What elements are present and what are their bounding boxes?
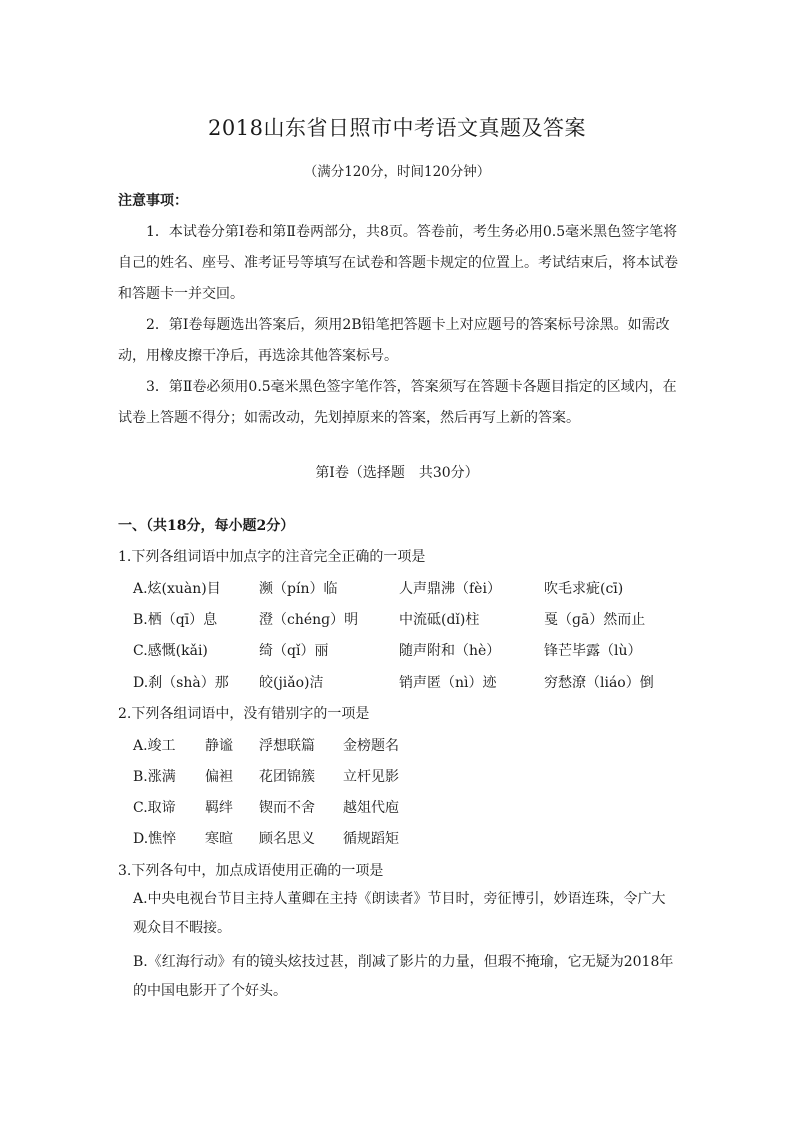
q2-c-item: 越俎代庖 [343, 800, 399, 816]
q1-b-item: 戛（ɡā）然而止 [544, 612, 646, 628]
q2-b-item: 立杆见影 [343, 769, 399, 785]
page-title: 2018山东省日照市中考语文真题及答案 [208, 116, 586, 140]
notice-item-3: 3．第Ⅱ卷必须用0.5毫米黑色签字笔作答，答案须写在答题卡各题目指定的区域内，在试卷上答题不得分；如需改动，先划掉原来的答案，然后再写上新的答案。 [118, 379, 677, 426]
q1-a-item: 吹毛求疵(cī) [544, 581, 624, 597]
q2-d-item: D.憔悴 [133, 831, 177, 847]
notice-heading: 注意事项： [118, 193, 188, 209]
q2-c-item: 羁绊 [205, 800, 233, 816]
question-3-stem: 3.下列各句中，加点成语使用正确的一项是 [118, 863, 384, 879]
q1-c-item: 随声附和（hè） [399, 643, 501, 659]
q1-b-item: 澄（chénɡ）明 [259, 612, 359, 628]
q2-c-item: 锲而不舍 [259, 800, 315, 816]
page-subtitle: （满分120分，时间120分钟） [303, 164, 491, 180]
q2-a-item: 浮想联篇 [259, 738, 315, 754]
q1-a-item: 濒（pín）临 [259, 581, 338, 597]
q1-c-item: 绮（qǐ）丽 [259, 643, 329, 659]
q1-d-item: 销声匿（nì）迹 [399, 675, 497, 691]
q1-d-item: 皎(jiǎo)洁 [259, 675, 324, 691]
q2-b-item: 花团锦簇 [259, 769, 315, 785]
q2-a-item: A.竣工 [133, 738, 176, 754]
notice-item-1: 1．本试卷分第Ⅰ卷和第Ⅱ卷两部分，共8页。答卷前，考生务必用0.5毫米黑色签字笔将自己的姓名、座号、准考证号等填写在试卷和答题卡规定的位置上。考试结束后，将本试卷和答题卡一并交回。 [118, 224, 678, 302]
q2-a-item: 金榜题名 [343, 738, 399, 754]
q2-b-item: B.涨满 [133, 769, 176, 785]
question-1-stem: 1.下列各组词语中加点字的注音完全正确的一项是 [118, 549, 426, 565]
q3-option-a: A.中央电视台节目主持人董卿在主持《朗读者》节目时，旁征博引，妙语连珠，令广大观众目不暇接。 [133, 891, 666, 936]
q2-d-item: 循规蹈矩 [343, 831, 399, 847]
q1-b-item: B.栖（qī）息 [133, 612, 218, 628]
q1-d-item: D.刹（shà）那 [133, 675, 229, 691]
q1-d-item: 穷愁潦（liáo）倒 [544, 675, 654, 691]
q2-c-item: C.取谛 [133, 800, 176, 816]
q1-c-item: C.感慨(kǎi) [133, 643, 208, 659]
question-2-stem: 2.下列各组词语中，没有错别字的一项是 [118, 706, 370, 722]
q1-a-item: A.炫(xuàn)目 [133, 581, 221, 597]
q2-d-item: 寒暄 [205, 831, 233, 847]
q2-a-item: 静谧 [205, 738, 233, 754]
q1-a-item: 人声鼎沸（fèi） [399, 581, 501, 597]
q2-d-item: 顾名思义 [259, 831, 315, 847]
q1-c-item: 锋芒毕露（lù） [544, 643, 642, 659]
section-title: 第Ⅰ卷（选择题 共30分） [315, 465, 479, 481]
q3-option-b: B.《红海行动》有的镜头炫技过甚，削减了影片的力量，但瑕不掩瑜，它无疑为2018年的中国电影开了个好头。 [133, 954, 674, 999]
part-heading: 一、（共18分，每小题2分） [118, 518, 295, 534]
notice-item-2: 2．第Ⅰ卷每题选出答案后，须用2B铅笔把答题卡上对应题号的答案标号涂黑。如需改动，用橡皮擦干净后，再选涂其他答案标号。 [118, 317, 670, 364]
q2-b-item: 偏袒 [205, 769, 233, 785]
q1-b-item: 中流砥(dǐ)柱 [399, 612, 480, 628]
